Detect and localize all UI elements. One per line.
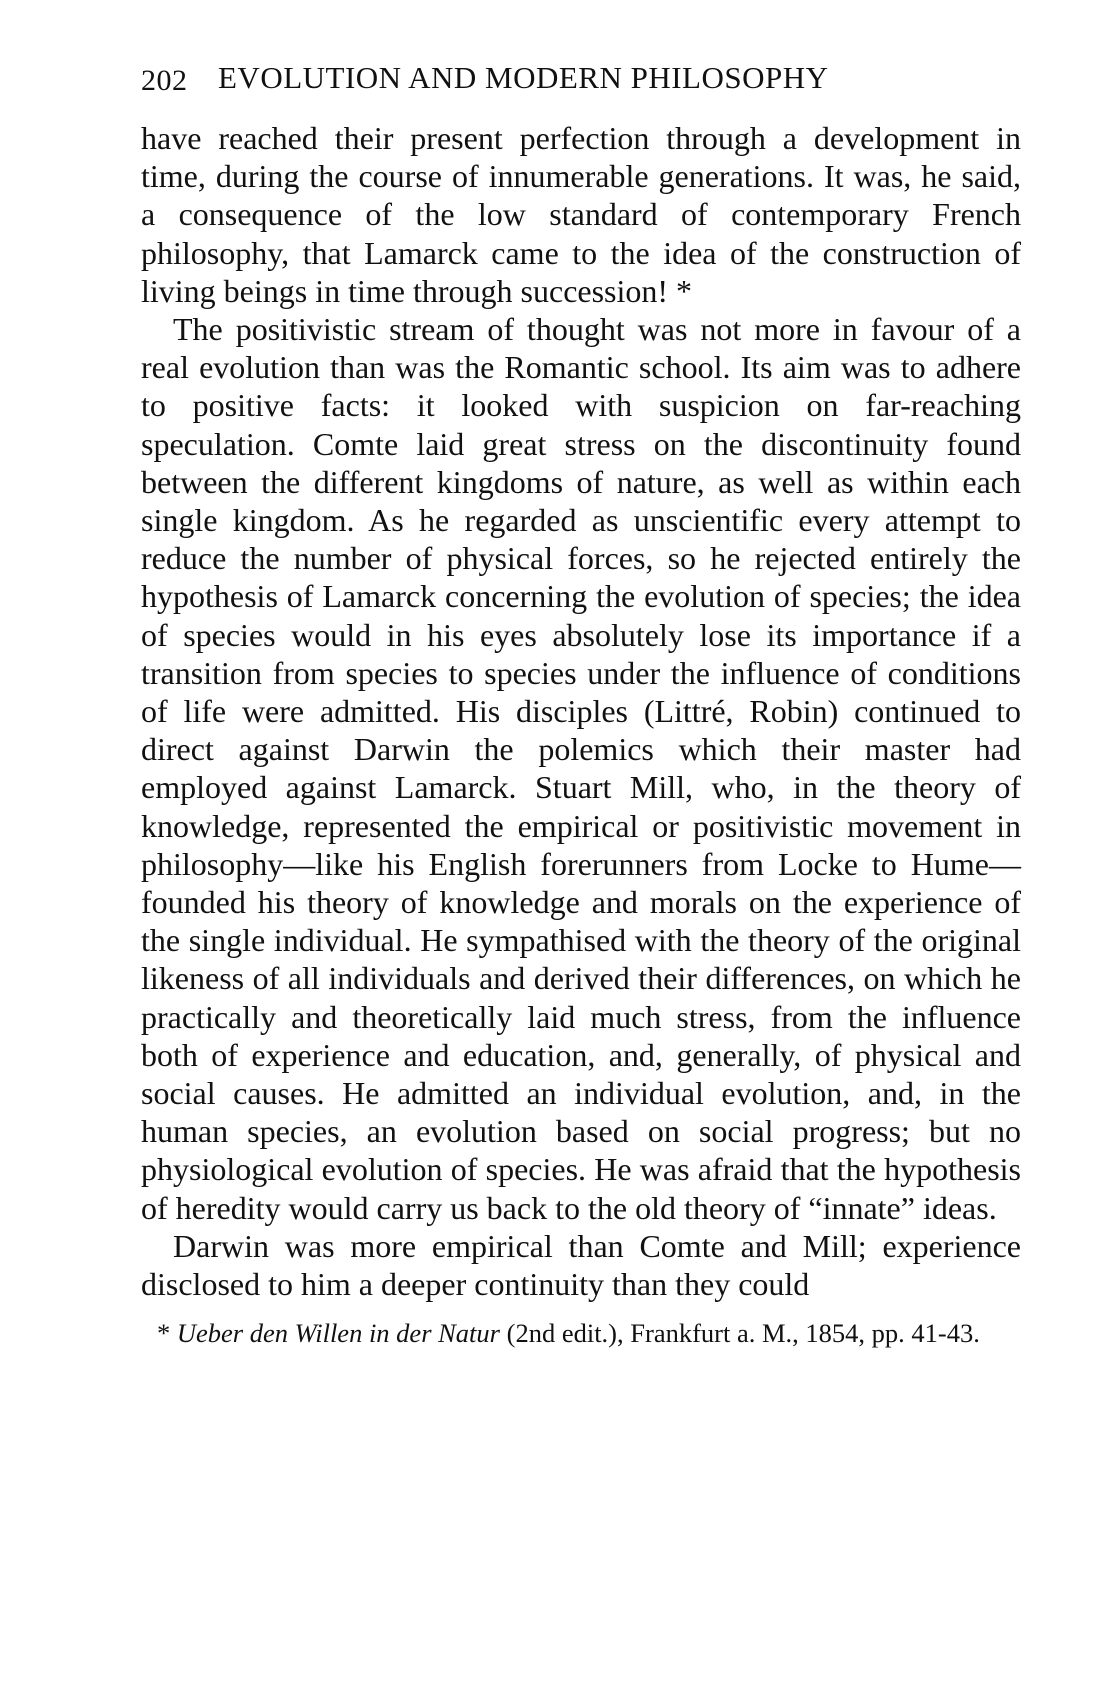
- body-text: [141, 119, 1021, 1303]
- page-number: 202: [141, 64, 188, 97]
- footnote-marker: *: [157, 1318, 171, 1349]
- footnote-citation: (2nd edit.), Frankfurt a. M., 1854, pp. 41-43.: [506, 1318, 980, 1349]
- paragraph-continuation: have reached their present perfection through a development in time, during the course of innumerable generations. It was, he said, a consequence of the low standard of contemporary French philosophy, that Lamarck came to the idea of the construction of living beings in time through succession! *: [141, 120, 1021, 309]
- running-title: EVOLUTION AND MODERN PHILOSOPHY: [218, 60, 829, 95]
- book-page: [141, 60, 1021, 1350]
- paragraph-positivism: The positivistic stream of thought was not more in favour of a real evolution than was the Romantic school. Its aim was to adhere to positive facts: it looked with suspicion on far-reaching speculation. Comte laid great stress on the discontinuity found between the different kingdoms of nature, as well as within each single kingdom. As he regarded as unscientific every attempt to reduce the number of physical forces, so he rejected entirely the hypothesis of Lamarck concerning the evolution of species; the idea of species would in his eyes absolutely lose its importance if a transition from species to species under the influence of conditions of life were admitted. His disciples (Littré, Robin) continued to direct against Darwin the polemics which their master had employed against Lamarck. Stuart Mill, who, in the theory of knowledge, represented the empirical or positivistic movement in philosophy—like his English forerunners from Locke to Hume—founded his theory of knowledge and morals on the experience of the single individual. He sympathised with the theory of the original likeness of all individuals and derived their differences, on which he practically and theoretically laid much stress, from the influence both of experience and education, and, generally, of physical and social causes. He admitted an individual evolution, and, in the human species, an evolution based on social progress; but no physiological evolution of species. He was afraid that the hypothesis of heredity would carry us back to the old theory of “innate” ideas.: [141, 311, 1021, 1226]
- paragraph-darwin: Darwin was more empirical than Comte and Mill; experience disclosed to him a deeper continuity than they could: [141, 1227, 1021, 1303]
- footnote-title: Ueber den Willen in der Natur: [176, 1318, 500, 1349]
- footnote: [141, 1316, 1021, 1350]
- running-head: [141, 60, 1021, 108]
